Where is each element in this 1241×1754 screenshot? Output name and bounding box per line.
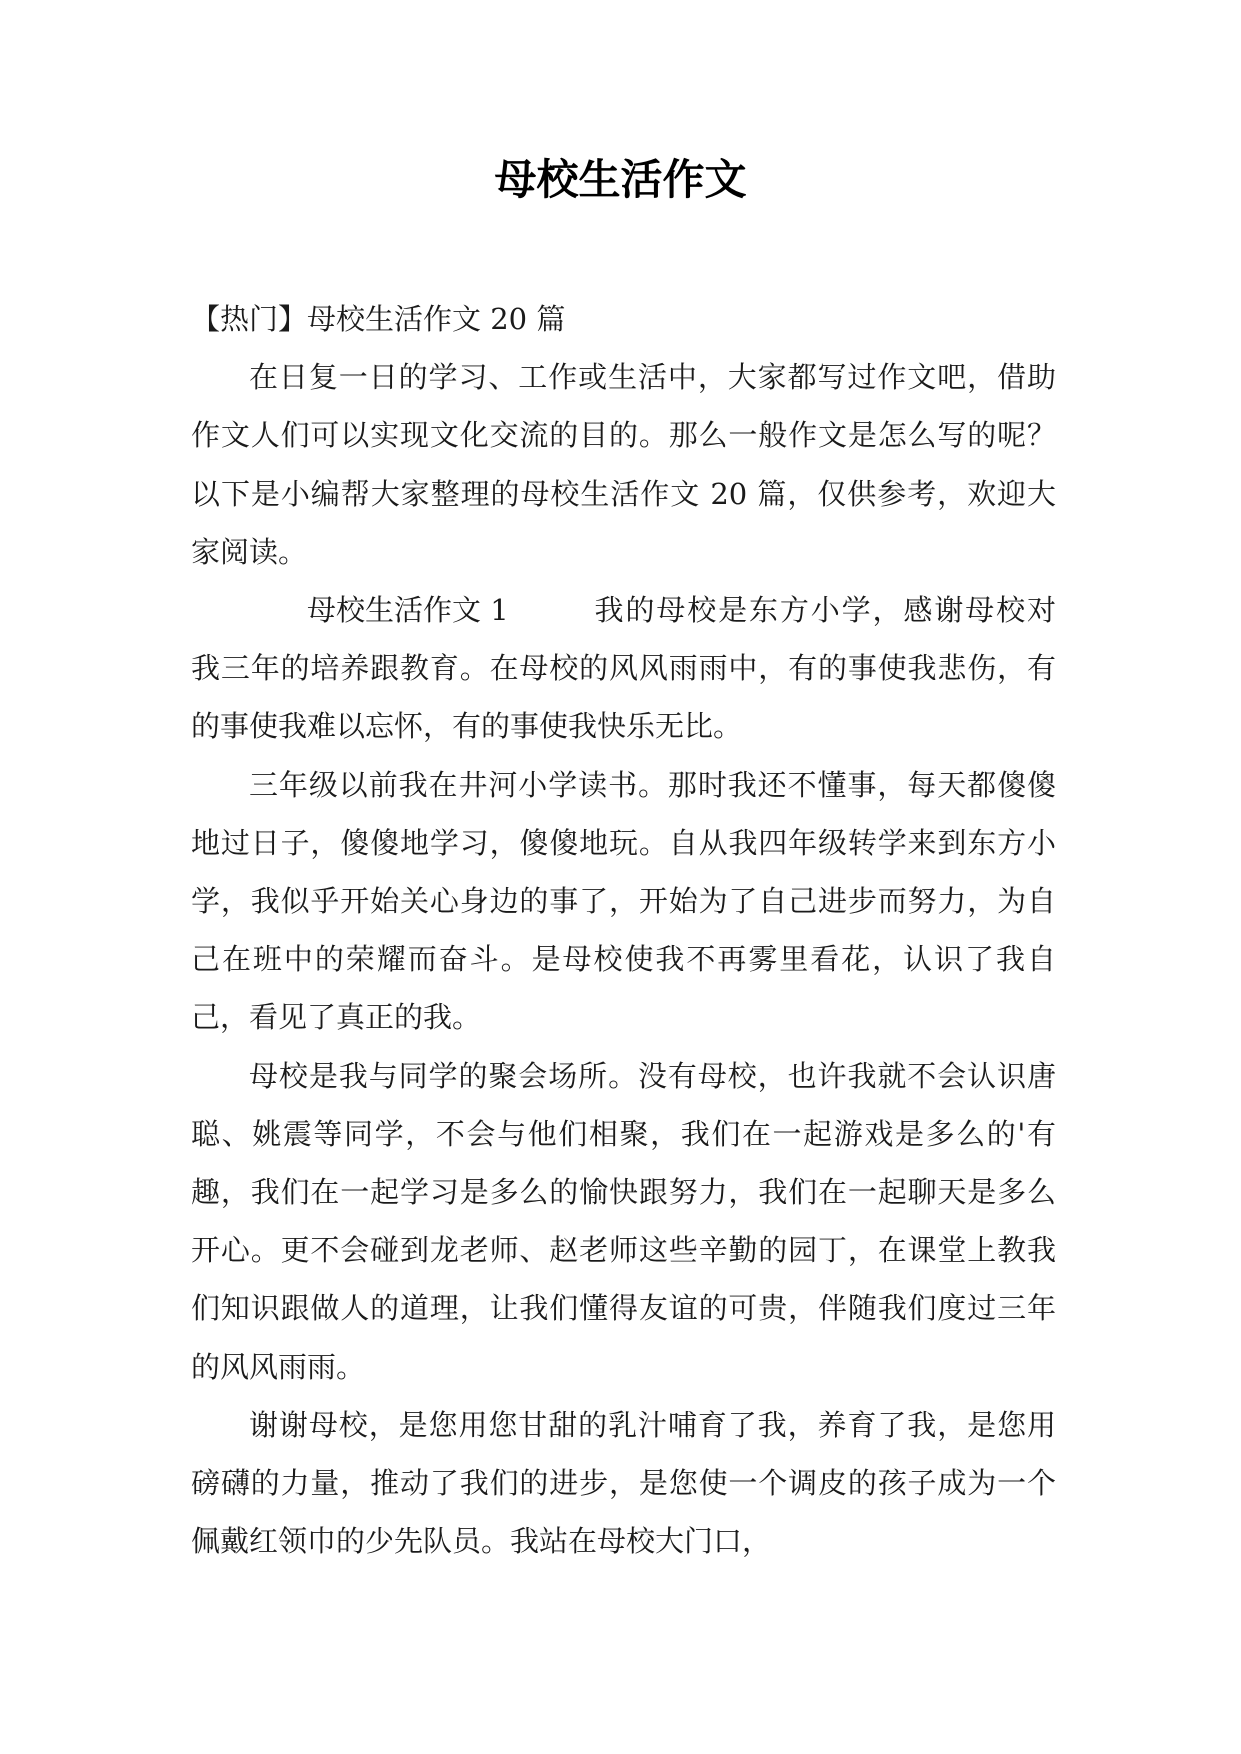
paragraph-grade-three: 三年级以前我在井河小学读书。那时我还不懂事，每天都傻傻地过日子，傻傻地学习，傻傻地玩。自从我四年级转学来到东方小学，我似乎开始关心身边的事了，开始为了自己进步而努力，为自己在班中的荣耀而奋斗。是母校使我不再雾里看花，认识了我自己，看见了真正的我。 bbox=[191, 767, 1056, 1035]
document-body bbox=[191, 290, 1056, 1570]
essay-1-label: 母校生活作文 1 bbox=[307, 593, 509, 628]
essay-1-text: 我的母校是东方小学，感谢母校对我三年的培养跟教育。在母校的风风雨雨中，有的事使我悲伤，有的事使我难以忘怀，有的事使我快乐无比。 bbox=[191, 593, 1056, 744]
document-title: 母校生活作文 bbox=[494, 155, 747, 204]
intro-paragraph: 在日复一日的学习、工作或生活中，大家都写过作文吧，借助作文人们可以实现文化交流的目的。那么一般作文是怎么写的呢？以下是小编帮大家整理的母校生活作文 20 篇，仅供参考，欢迎大家阅读。 bbox=[191, 360, 1056, 569]
essay-1-paragraph bbox=[191, 581, 1056, 756]
paragraph-thanks: 谢谢母校，是您用您甘甜的乳汁哺育了我，养育了我，是您用磅礴的力量，推动了我们的进步，是您使一个调皮的孩子成为一个佩戴红领巾的少先队员。我站在母校大门口， bbox=[191, 1407, 1056, 1559]
paragraph-gathering-place: 母校是我与同学的聚会场所。没有母校，也许我就不会认识唐聪、姚震等同学，不会与他们相聚，我们在一起游戏是多么的'有趣，我们在一起学习是多么的愉快跟努力，我们在一起聊天是多么开心。更不会碰到龙老师、赵老师这些辛勤的园丁，在课堂上教我们知识跟做人的道理，让我们懂得友谊的可贵，伴随我们度过三年的风风雨雨。 bbox=[191, 1058, 1056, 1384]
subtitle-line: 【热门】母校生活作文 20 篇 bbox=[191, 302, 566, 336]
